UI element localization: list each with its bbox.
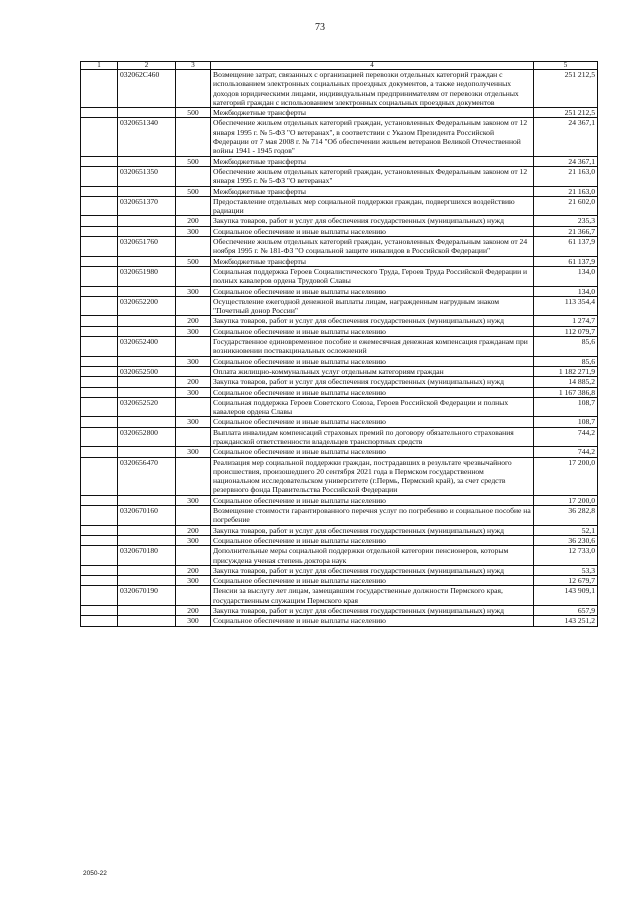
- empty-cell: [81, 70, 118, 108]
- empty-cell: [81, 196, 118, 216]
- target-article-code: [118, 535, 176, 545]
- expense-type-code: [176, 366, 211, 376]
- target-article-code: 0320652400: [118, 337, 176, 357]
- page-number: 73: [315, 22, 325, 33]
- amount-value: 85,6: [534, 337, 598, 357]
- empty-cell: [81, 565, 118, 575]
- expense-type-code: [176, 237, 211, 257]
- item-description: Закупка товаров, работ и услуг для обеспечения государственных (муниципальных) нужд: [211, 216, 534, 226]
- expense-type-code: 500: [176, 186, 211, 196]
- item-description: Закупка товаров, работ и услуг для обеспечения государственных (муниципальных) нужд: [211, 606, 534, 616]
- table-row: [81, 316, 598, 326]
- expense-type-code: [176, 196, 211, 216]
- target-article-code: [118, 495, 176, 505]
- item-description: Межбюджетные трансферты: [211, 156, 534, 166]
- item-description: Закупка товаров, работ и услуг для обеспечения государственных (муниципальных) нужд: [211, 525, 534, 535]
- amount-value: 657,9: [534, 606, 598, 616]
- amount-value: 61 137,9: [534, 237, 598, 257]
- empty-cell: [81, 266, 118, 286]
- amount-value: 143 909,1: [534, 586, 598, 606]
- target-article-code: [118, 616, 176, 626]
- table-row: [81, 326, 598, 336]
- item-description: Социальное обеспечение и иные выплаты населению: [211, 226, 534, 236]
- expense-type-code: [176, 457, 211, 495]
- item-description: Закупка товаров, работ и услуг для обеспечения государственных (муниципальных) нужд: [211, 565, 534, 575]
- amount-value: 24 367,1: [534, 118, 598, 156]
- table-row: [81, 186, 598, 196]
- amount-value: 108,7: [534, 417, 598, 427]
- item-description: Социальное обеспечение и иные выплаты населению: [211, 387, 534, 397]
- table-row: [81, 506, 598, 526]
- target-article-code: 0320651370: [118, 196, 176, 216]
- table-row: [81, 586, 598, 606]
- item-description: Возмещение затрат, связанных с организацией перевозки отдельных категорий граждан с использованием электронных социальных проездных документов, а также недополученных доходов юридическими лицами, индивидуальным предпринимателям от перевозки отдельных категорий граждан с использованием электронных социальных проездных документов: [211, 70, 534, 108]
- item-description: Межбюджетные трансферты: [211, 256, 534, 266]
- item-description: Реализация мер социальной поддержки граждан, пострадавших в результате чрезвычайного происшествия, произошедшего 20 сентября 2021 года в Пермском государственном национальном исследовательском университете (г.Пермь, Пермский край), за счет средств резервного фонда Правительства Российской Федерации: [211, 457, 534, 495]
- table-row: [81, 286, 598, 296]
- expense-type-code: 300: [176, 495, 211, 505]
- column-header-2: 2: [118, 62, 176, 70]
- item-description: Предоставление отдельных мер социальной поддержки граждан, подвергшихся воздействию радиации: [211, 196, 534, 216]
- amount-value: 1 182 271,9: [534, 366, 598, 376]
- target-article-code: 0320651760: [118, 237, 176, 257]
- target-article-code: [118, 576, 176, 586]
- item-description: Социальное обеспечение и иные выплаты населению: [211, 356, 534, 366]
- item-description: Закупка товаров, работ и услуг для обеспечения государственных (муниципальных) нужд: [211, 316, 534, 326]
- empty-cell: [81, 216, 118, 226]
- amount-value: 14 885,2: [534, 377, 598, 387]
- expense-type-code: 300: [176, 616, 211, 626]
- table-row: [81, 118, 598, 156]
- target-article-code: [118, 387, 176, 397]
- empty-cell: [81, 366, 118, 376]
- amount-value: 21 602,0: [534, 196, 598, 216]
- expense-type-code: 300: [176, 447, 211, 457]
- empty-cell: [81, 356, 118, 366]
- expense-type-code: [176, 427, 211, 447]
- item-description: Обеспечение жильем отдельных категорий граждан, установленных Федеральным законом от 12 января 1995 г. № 5-ФЗ "О ветеранах": [211, 166, 534, 186]
- expense-type-code: 500: [176, 256, 211, 266]
- budget-table: [80, 61, 598, 627]
- column-header-3: 3: [176, 62, 211, 70]
- expense-type-code: 300: [176, 417, 211, 427]
- target-article-code: 0320652520: [118, 397, 176, 417]
- amount-value: 235,3: [534, 216, 598, 226]
- amount-value: 36 230,6: [534, 535, 598, 545]
- table-body: [81, 70, 598, 627]
- expense-type-code: 300: [176, 535, 211, 545]
- amount-value: 85,6: [534, 356, 598, 366]
- item-description: Обеспечение жильем отдельных категорий граждан, установленных Федеральным законом от 12 января 1995 г. № 5-ФЗ "О ветеранах", в соответствии с Указом Президента Российской Федерации от 7 мая 2008 г. № 714 "Об обеспечении жильем ветеранов Великой Отечественной войны 1941 - 1945 годов": [211, 118, 534, 156]
- amount-value: 744,2: [534, 427, 598, 447]
- empty-cell: [81, 387, 118, 397]
- expense-type-code: [176, 397, 211, 417]
- table-row: [81, 387, 598, 397]
- target-article-code: [118, 256, 176, 266]
- expense-type-code: 200: [176, 606, 211, 616]
- table-row: [81, 237, 598, 257]
- target-article-code: [118, 286, 176, 296]
- empty-cell: [81, 237, 118, 257]
- table-row: [81, 565, 598, 575]
- target-article-code: [118, 447, 176, 457]
- amount-value: 21 163,0: [534, 186, 598, 196]
- empty-cell: [81, 535, 118, 545]
- empty-cell: [81, 417, 118, 427]
- table-row: [81, 377, 598, 387]
- target-article-code: 0320651980: [118, 266, 176, 286]
- table-row: [81, 546, 598, 566]
- empty-cell: [81, 616, 118, 626]
- item-description: Осуществление ежегодной денежной выплаты лицам, награжденным нагрудным знаком "Почетный донор России": [211, 296, 534, 316]
- item-description: Социальное обеспечение и иные выплаты населению: [211, 286, 534, 296]
- empty-cell: [81, 186, 118, 196]
- item-description: Межбюджетные трансферты: [211, 108, 534, 118]
- column-header-4: 4: [211, 62, 534, 70]
- table-row: [81, 495, 598, 505]
- amount-value: 112 079,7: [534, 326, 598, 336]
- empty-cell: [81, 156, 118, 166]
- item-description: Оплата жилищно-коммунальных услуг отдельным категориям граждан: [211, 366, 534, 376]
- target-article-code: [118, 525, 176, 535]
- amount-value: 12 679,7: [534, 576, 598, 586]
- item-description: Социальное обеспечение и иные выплаты населению: [211, 576, 534, 586]
- empty-cell: [81, 226, 118, 236]
- item-description: Социальное обеспечение и иные выплаты населению: [211, 447, 534, 457]
- empty-cell: [81, 337, 118, 357]
- item-description: Социальное обеспечение и иные выплаты населению: [211, 616, 534, 626]
- table-row: [81, 337, 598, 357]
- item-description: Дополнительные меры социальной поддержки отдельной категории пенсионеров, которым присуждена ученая степень доктора наук: [211, 546, 534, 566]
- amount-value: 1 167 386,8: [534, 387, 598, 397]
- target-article-code: 0320652800: [118, 427, 176, 447]
- target-article-code: [118, 326, 176, 336]
- amount-value: 113 354,4: [534, 296, 598, 316]
- empty-cell: [81, 506, 118, 526]
- target-article-code: [118, 186, 176, 196]
- table-row: [81, 256, 598, 266]
- empty-cell: [81, 586, 118, 606]
- item-description: Закупка товаров, работ и услуг для обеспечения государственных (муниципальных) нужд: [211, 377, 534, 387]
- empty-cell: [81, 108, 118, 118]
- item-description: Социальное обеспечение и иные выплаты населению: [211, 495, 534, 505]
- empty-cell: [81, 525, 118, 535]
- column-header-5: 5: [534, 62, 598, 70]
- expense-type-code: [176, 546, 211, 566]
- table-row: [81, 356, 598, 366]
- amount-value: 21 163,0: [534, 166, 598, 186]
- empty-cell: [81, 447, 118, 457]
- expense-type-code: 500: [176, 108, 211, 118]
- amount-value: 61 137,9: [534, 256, 598, 266]
- amount-value: 134,0: [534, 266, 598, 286]
- amount-value: 17 200,0: [534, 457, 598, 495]
- item-description: Выплата инвалидам компенсаций страховых премий по договору обязательного страхования гражданской ответственности владельцев транспортных средств: [211, 427, 534, 447]
- amount-value: 744,2: [534, 447, 598, 457]
- expense-type-code: [176, 166, 211, 186]
- target-article-code: 0320670180: [118, 546, 176, 566]
- target-article-code: 0320652200: [118, 296, 176, 316]
- table-row: [81, 156, 598, 166]
- expense-type-code: [176, 70, 211, 108]
- item-description: Социальная поддержка Героев Социалистического Труда, Героев Труда Российской Федерации и полных кавалеров ордена Трудовой Славы: [211, 266, 534, 286]
- table-header-row: [81, 62, 598, 70]
- target-article-code: [118, 108, 176, 118]
- target-article-code: [118, 216, 176, 226]
- target-article-code: 0320651340: [118, 118, 176, 156]
- expense-type-code: 300: [176, 356, 211, 366]
- table-row: [81, 606, 598, 616]
- amount-value: 1 274,7: [534, 316, 598, 326]
- target-article-code: 0320656470: [118, 457, 176, 495]
- table-row: [81, 397, 598, 417]
- target-article-code: [118, 356, 176, 366]
- table-row: [81, 70, 598, 108]
- table-row: [81, 366, 598, 376]
- expense-type-code: 200: [176, 216, 211, 226]
- expense-type-code: 300: [176, 326, 211, 336]
- target-article-code: [118, 316, 176, 326]
- empty-cell: [81, 286, 118, 296]
- table-row: [81, 226, 598, 236]
- empty-cell: [81, 118, 118, 156]
- table-row: [81, 447, 598, 457]
- item-description: Социальное обеспечение и иные выплаты населению: [211, 417, 534, 427]
- item-description: Социальное обеспечение и иные выплаты населению: [211, 535, 534, 545]
- target-article-code: [118, 606, 176, 616]
- column-header-1: 1: [81, 62, 118, 70]
- table-row: [81, 266, 598, 286]
- empty-cell: [81, 316, 118, 326]
- table-row: [81, 166, 598, 186]
- expense-type-code: 300: [176, 387, 211, 397]
- empty-cell: [81, 296, 118, 316]
- empty-cell: [81, 377, 118, 387]
- table-row: [81, 616, 598, 626]
- table-row: [81, 196, 598, 216]
- empty-cell: [81, 326, 118, 336]
- document-code: 2050-22: [83, 870, 107, 877]
- expense-type-code: 200: [176, 316, 211, 326]
- amount-value: 251 212,5: [534, 108, 598, 118]
- amount-value: 36 282,8: [534, 506, 598, 526]
- empty-cell: [81, 427, 118, 447]
- expense-type-code: 300: [176, 226, 211, 236]
- expense-type-code: 200: [176, 377, 211, 387]
- table-row: [81, 108, 598, 118]
- amount-value: 108,7: [534, 397, 598, 417]
- expense-type-code: 200: [176, 565, 211, 575]
- empty-cell: [81, 397, 118, 417]
- item-description: Межбюджетные трансферты: [211, 186, 534, 196]
- table-row: [81, 296, 598, 316]
- target-article-code: [118, 226, 176, 236]
- expense-type-code: 300: [176, 286, 211, 296]
- table-row: [81, 525, 598, 535]
- empty-cell: [81, 256, 118, 266]
- amount-value: 134,0: [534, 286, 598, 296]
- empty-cell: [81, 606, 118, 616]
- target-article-code: 0320652500: [118, 366, 176, 376]
- expense-type-code: 300: [176, 576, 211, 586]
- item-description: Обеспечение жильем отдельных категорий граждан, установленных Федеральным законом от 24 ноября 1995 г. № 181-ФЗ "О социальной защите инвалидов в Российской Федерации": [211, 237, 534, 257]
- target-article-code: 0320670190: [118, 586, 176, 606]
- target-article-code: [118, 565, 176, 575]
- target-article-code: [118, 417, 176, 427]
- empty-cell: [81, 495, 118, 505]
- target-article-code: 0320651350: [118, 166, 176, 186]
- amount-value: 12 733,0: [534, 546, 598, 566]
- expense-type-code: 500: [176, 156, 211, 166]
- expense-type-code: [176, 296, 211, 316]
- table-row: [81, 216, 598, 226]
- amount-value: 52,1: [534, 525, 598, 535]
- table-row: [81, 576, 598, 586]
- expense-type-code: [176, 506, 211, 526]
- target-article-code: [118, 156, 176, 166]
- table-row: [81, 457, 598, 495]
- target-article-code: [118, 377, 176, 387]
- amount-value: 17 200,0: [534, 495, 598, 505]
- table-row: [81, 427, 598, 447]
- empty-cell: [81, 576, 118, 586]
- target-article-code: 0320670160: [118, 506, 176, 526]
- item-description: Социальная поддержка Героев Советского Союза, Героев Российской Федерации и полных кавалеров ордена Славы: [211, 397, 534, 417]
- amount-value: 251 212,5: [534, 70, 598, 108]
- table-row: [81, 535, 598, 545]
- item-description: Государственное единовременное пособие и ежемесячная денежная компенсация гражданам при возникновении поствакцинальных осложнений: [211, 337, 534, 357]
- expense-type-code: [176, 266, 211, 286]
- item-description: Возмещение стоимости гарантированного перечня услуг по погребению и социальное пособие на погребение: [211, 506, 534, 526]
- expense-type-code: [176, 337, 211, 357]
- expense-type-code: [176, 118, 211, 156]
- target-article-code: 032062C460: [118, 70, 176, 108]
- item-description: Пенсии за выслугу лет лицам, замещавшим государственные должности Пермского края, государственным служащим Пермского края: [211, 586, 534, 606]
- empty-cell: [81, 166, 118, 186]
- empty-cell: [81, 457, 118, 495]
- amount-value: 143 251,2: [534, 616, 598, 626]
- item-description: Социальное обеспечение и иные выплаты населению: [211, 326, 534, 336]
- amount-value: 21 366,7: [534, 226, 598, 236]
- expense-type-code: [176, 586, 211, 606]
- expense-type-code: 200: [176, 525, 211, 535]
- amount-value: 53,3: [534, 565, 598, 575]
- empty-cell: [81, 546, 118, 566]
- table-row: [81, 417, 598, 427]
- amount-value: 24 367,1: [534, 156, 598, 166]
